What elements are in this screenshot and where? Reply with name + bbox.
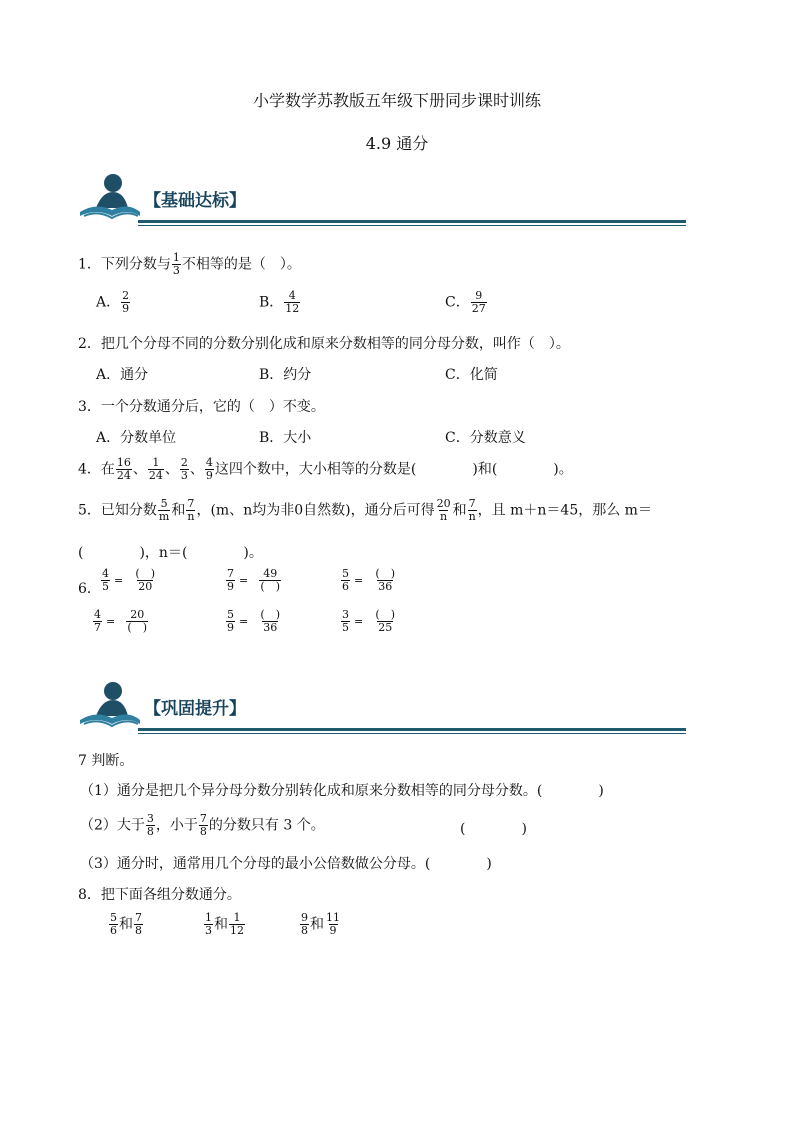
fill-fraction[interactable]: $\frac{7}{9}$ = $\frac{49}{( )}$ — [227, 567, 281, 593]
question-5: 5．已知分数 $\frac{5}{m}$ 和 $\frac{7}{n}$ ，(m、n均为非0自然数)，通分后可得 $\frac{20}{n}$ 和 $\frac{7}{n}$ ，且 m＋n＝45，那么 m＝ — [78, 497, 652, 523]
fraction-pair: $\frac{1}{3}$ 和 $\frac{1}{12}$ — [205, 911, 244, 937]
fill-fraction[interactable]: $\frac{4}{5}$ = $\frac{( )}{20}$ — [102, 567, 156, 593]
question-3: 3．一个分数通分后，它的（ ）不变。 — [78, 399, 325, 415]
fraction-pair: $\frac{5}{6}$ 和 $\frac{7}{8}$ — [110, 911, 142, 937]
lesson-title: 4.9 通分 — [365, 134, 429, 153]
section-label: 【基础达标】 — [144, 191, 246, 211]
q3-option-c[interactable]: C．分数意义 — [445, 430, 526, 446]
q3-option-b[interactable]: B．大小 — [259, 430, 312, 446]
q7-statement-1[interactable]: （1）通分是把几个异分母分数分别转化成和原来分数相等的同分母分数。( ) — [80, 783, 604, 799]
question-4: 4．在 $\frac{16}{24}$ 、 $\frac{1}{24}$ 、 $\frac{2}{3}$ 、 $\frac{4}{9}$ 这四个数中，大小相等的分数是( )和( )。 — [78, 456, 573, 482]
q2-option-c[interactable]: C．化简 — [445, 367, 498, 383]
q3-option-a[interactable]: A．分数单位 — [96, 430, 177, 446]
fraction: $\frac{1}{3}$ — [172, 251, 180, 277]
divider — [138, 733, 686, 734]
fill-fraction[interactable]: $\frac{5}{6}$ = $\frac{( )}{36}$ — [342, 567, 396, 593]
question-6-number: 6． — [78, 581, 101, 597]
section-label: 【巩固提升】 — [144, 699, 246, 719]
q2-option-b[interactable]: B．约分 — [259, 367, 312, 383]
question-2: 2．把几个分母不同的分数分别化成和原来分数相等的同分母分数，叫作（ ）。 — [78, 336, 570, 352]
question-8: 8．把下面各组分数通分。 — [78, 887, 241, 903]
fill-fraction[interactable]: $\frac{3}{5}$ = $\frac{( )}{25}$ — [342, 608, 396, 634]
fill-fraction[interactable]: $\frac{5}{9}$ = $\frac{( )}{36}$ — [227, 608, 281, 634]
fill-fraction[interactable]: $\frac{4}{7}$ = $\frac{20}{( )}$ — [94, 608, 148, 634]
divider — [138, 225, 686, 226]
fraction-pair: $\frac{9}{8}$ 和 $\frac{11}{9}$ — [301, 911, 340, 937]
reader-icon — [78, 680, 142, 728]
q1-option-a[interactable]: A． $\frac{2}{9}$ — [96, 289, 130, 315]
worksheet-title: 小学数学苏教版五年级下册同步课时训练 — [252, 91, 541, 110]
question-1: 1．下列分数与 $\frac{1}{3}$ 不相等的是（ ）。 — [78, 251, 301, 277]
divider — [138, 728, 686, 731]
reader-icon — [78, 172, 142, 220]
section-banner-advanced — [78, 680, 686, 740]
answer-blank[interactable]: ( ) — [460, 821, 527, 837]
section-banner-basic — [78, 172, 686, 232]
question-7: 7 判断。 — [78, 753, 134, 769]
question-5-line2: ( )，n＝( )。 — [78, 545, 263, 561]
q1-option-b[interactable]: B． $\frac{4}{12}$ — [259, 289, 300, 315]
q7-statement-3[interactable]: （3）通分时，通常用几个分母的最小公倍数做公分母。( ) — [80, 856, 492, 872]
q2-option-a[interactable]: A．通分 — [96, 367, 149, 383]
q7-statement-2[interactable]: （2）大于 $\frac{3}{8}$ ，小于 $\frac{7}{8}$ 的分数只有 3 个。 — [80, 812, 325, 838]
divider — [138, 220, 686, 223]
q1-option-c[interactable]: C． $\frac{9}{27}$ — [445, 289, 486, 315]
